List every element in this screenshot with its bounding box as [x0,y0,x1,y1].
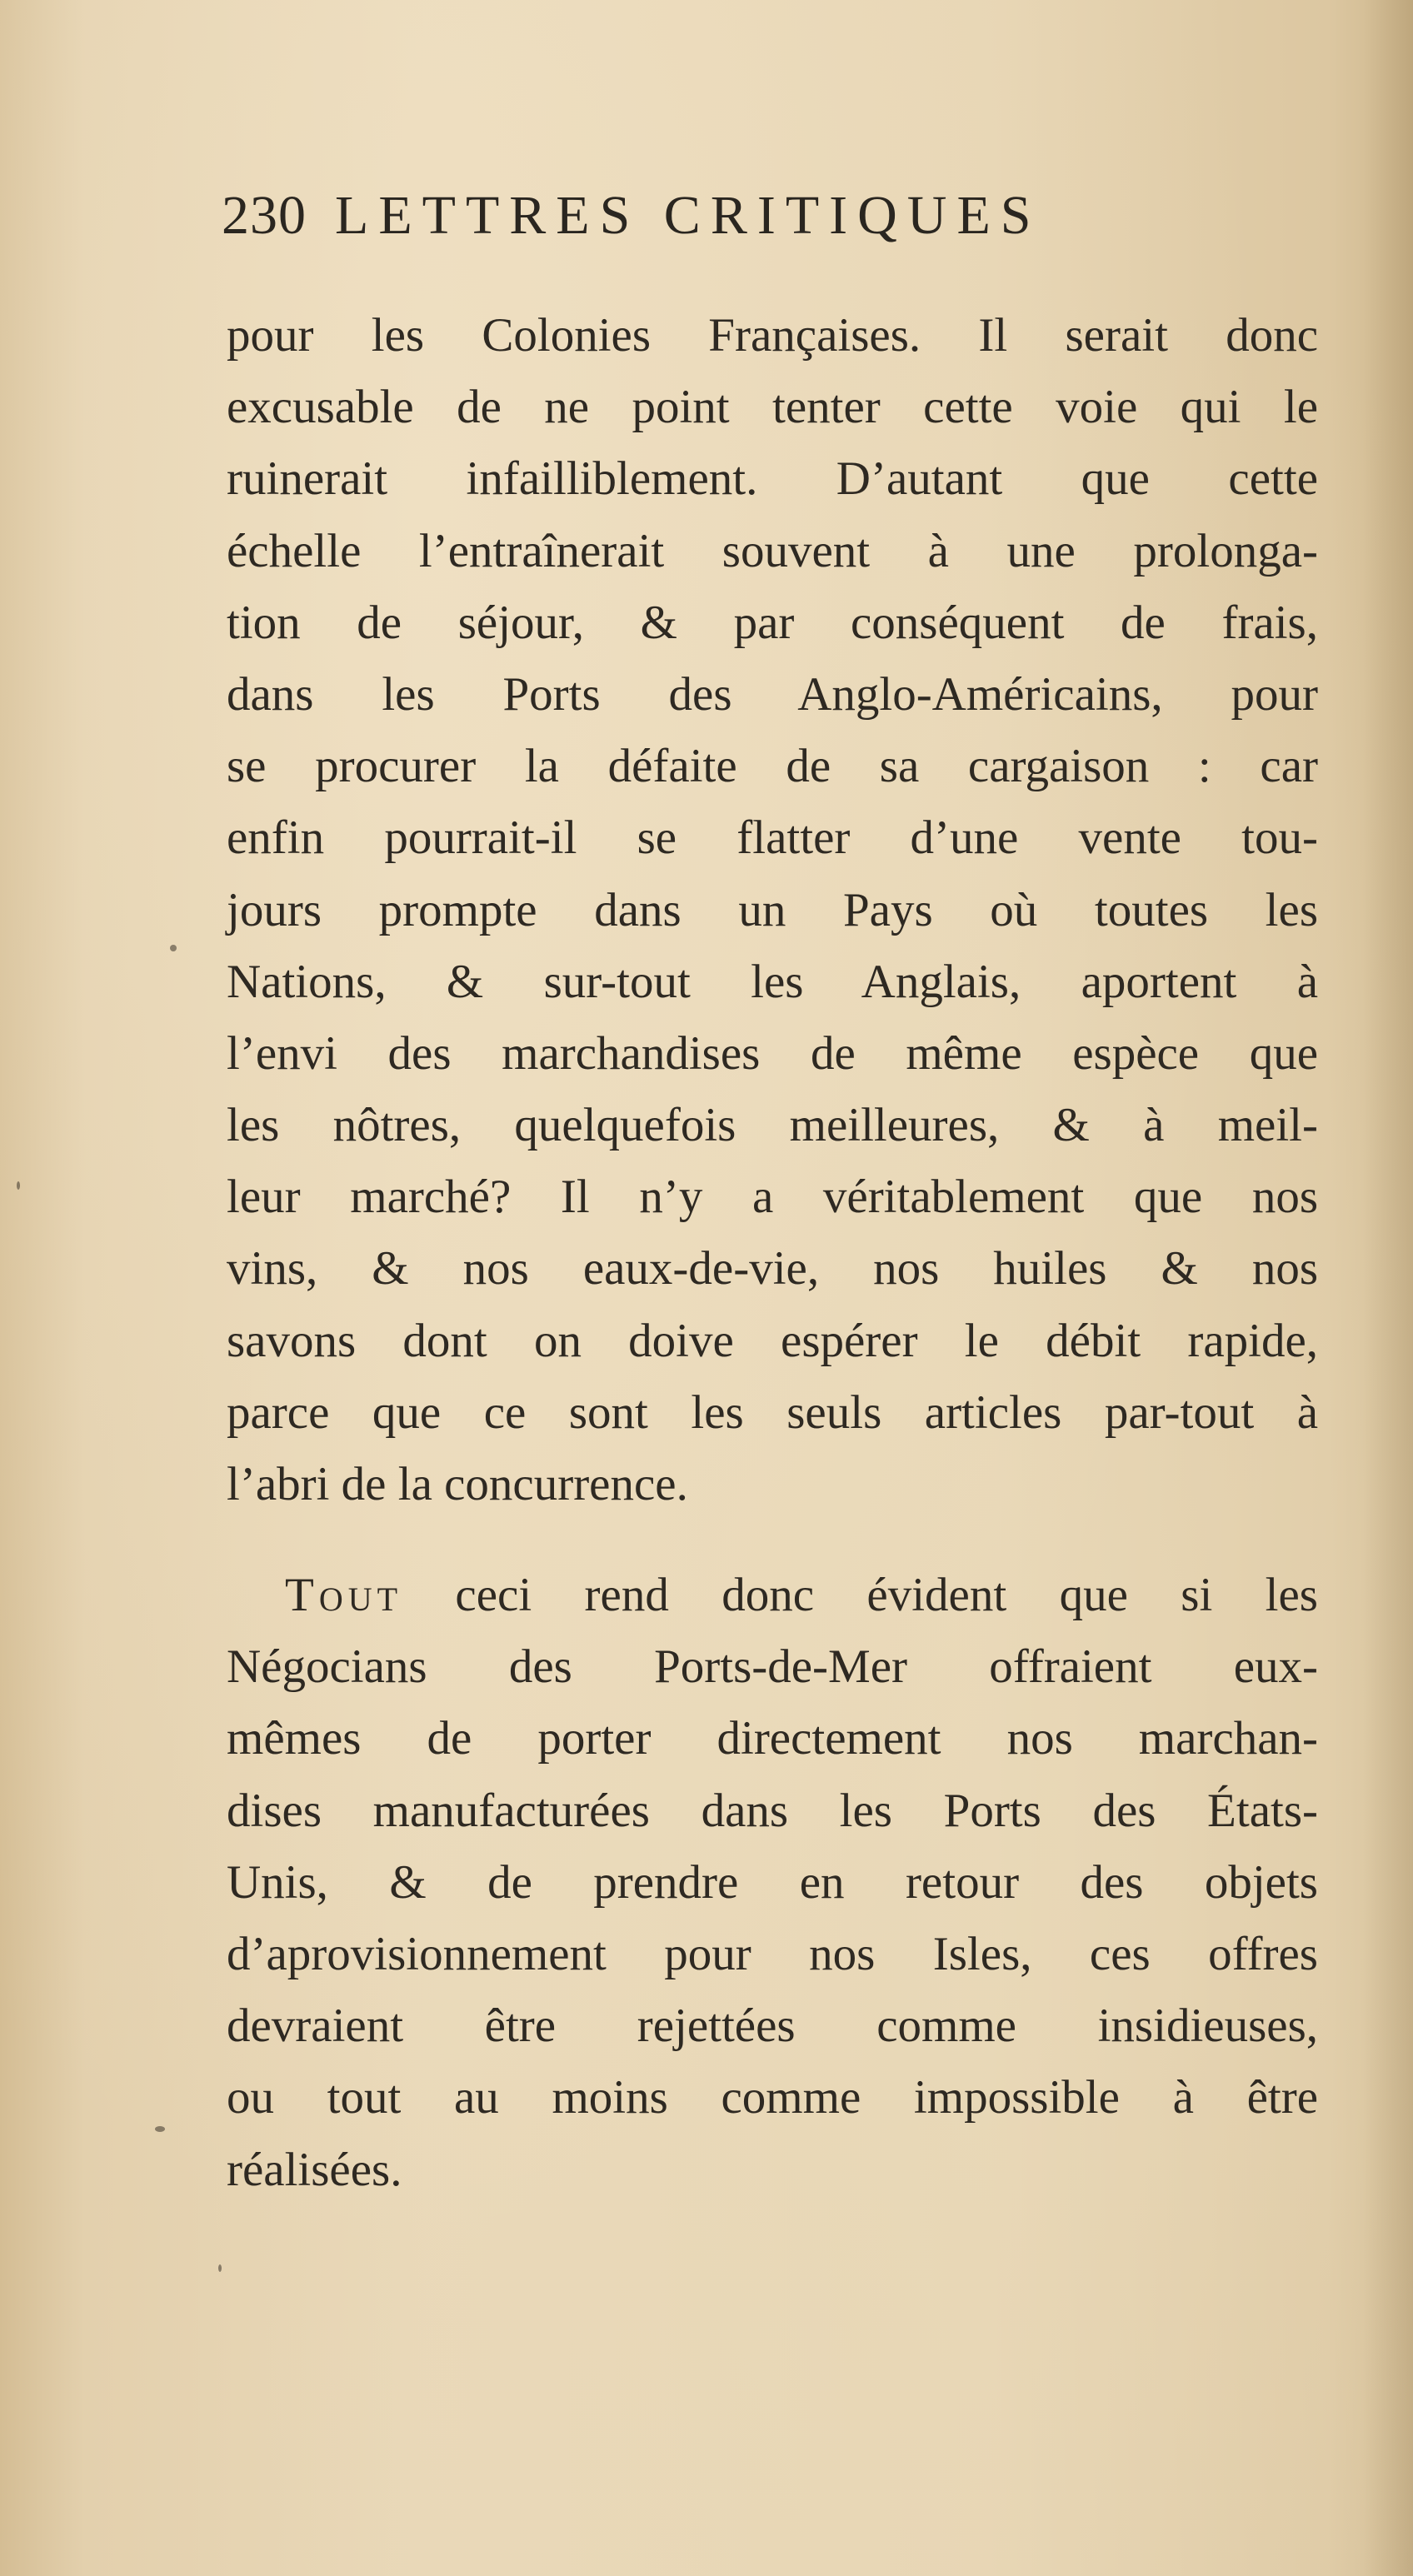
text-line: leur marché? Il n’y a véritablement que nos [227,1171,1318,1224]
text-line: excusable de ne point tenter cette voie qui le [227,381,1318,434]
text-line: ou tout au moins comme impossible à être [227,2071,1318,2124]
text-line: mêmes de porter directement nos marchan- [227,1712,1318,1765]
text-line: Nations, & sur-tout les Anglais, aportent à [227,955,1318,1008]
lead-word: Tout [285,1569,403,1621]
running-header [222,178,1238,253]
text-line: tion de séjour, & par conséquent de frais, [227,596,1318,649]
ink-speck [170,945,177,951]
text-line-first [227,1560,1318,1631]
ink-speck [218,2264,222,2272]
text-line: vins, & nos eaux-de-vie, nos huiles & nos [227,1242,1318,1295]
text-line: pour les Colonies Françaises. Il serait donc [227,309,1318,362]
text-line: dises manufacturées dans les Ports des États- [227,1784,1318,1837]
text-line: jours prompte dans un Pays où toutes les [227,883,1318,936]
text-line: échelle l’entraînerait souvent à une prolonga- [227,524,1318,577]
text-line: dans les Ports des Anglo-Américains, pour [227,667,1318,721]
page-number: 230 [222,185,307,246]
paragraph-2 [227,1560,1318,2206]
text-line: devraient être rejettées comme insidieuses, [227,1999,1318,2053]
text-line: se procurer la défaite de sa cargaison : car [227,740,1318,793]
page-edge-shadow [1363,0,1413,2576]
text-line: l’envi des marchandises de même espèce que [227,1026,1318,1080]
text-line: les nôtres, quelquefois meilleures, & à meil- [227,1099,1318,1152]
text-line: l’abri de la concurrence. [227,1458,688,1510]
ink-speck [17,1181,20,1190]
text-line: Unis, & de prendre en retour des objets [227,1855,1318,1909]
text-line: d’aprovisionnement pour nos Isles, ces offres [227,1927,1318,1980]
text-line: ruinerait infailliblement. D’autant que cette [227,452,1318,506]
paragraph-1 [227,300,1318,1520]
text-line: savons dont on doive espérer le débit rapide, [227,1314,1318,1367]
lead-line-rest: ceci rend donc évident que si les [402,1569,1318,1621]
text-line: parce que ce sont les seuls articles par-tout à [227,1385,1318,1439]
text-line: enfin pourrait-il se flatter d’une vente tou- [227,811,1318,865]
text-line: Négocians des Ports-de-Mer offraient eux- [227,1640,1318,1694]
text-line: réalisées. [227,2143,402,2196]
running-title: LETTRES CRITIQUES [335,185,1041,246]
ink-speck [155,2126,165,2132]
